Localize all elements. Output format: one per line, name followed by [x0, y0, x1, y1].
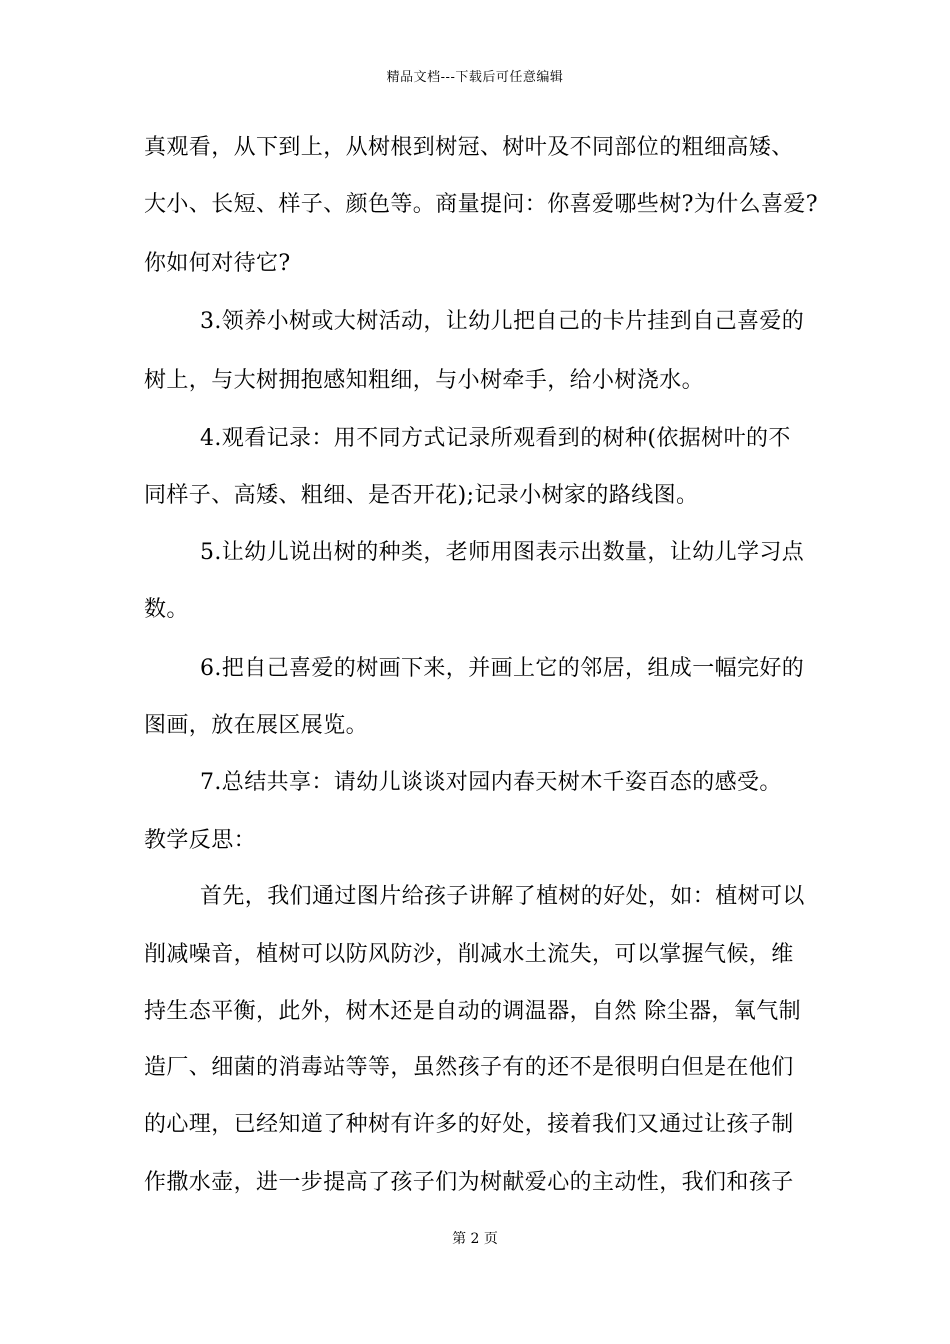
body-line: 你如何对待它? [144, 251, 291, 276]
body-line: 5.让幼儿说出树的种类，老师用图表示出数量，让幼儿学习点 [200, 540, 805, 565]
body-line: 的心理，已经知道了种树有许多的好处，接着我们又通过让孩子制 [144, 1112, 794, 1137]
body-line: 数。 [144, 597, 189, 622]
body-line: 造厂、细菌的消毒站等等，虽然孩子有的还不是很明白但是在他们 [144, 1055, 794, 1080]
body-line: 同样子、高矮、粗细、是否开花);记录小树家的路线图。 [144, 483, 699, 508]
body-line: 7.总结共享：请幼儿谈谈对园内春天树木千姿百态的感受。 [200, 770, 782, 795]
body-line: 3.领养小树或大树活动，让幼儿把自己的卡片挂到自己喜爱的 [200, 309, 805, 334]
body-line: 图画，放在展区展览。 [144, 713, 369, 738]
page-number: 第 2 页 [452, 1231, 498, 1247]
body-line: 持生态平衡，此外，树木还是自动的调温器，自然 除尘器，氧气制 [144, 999, 801, 1024]
body-line: 真观看，从下到上，从树根到树冠、树叶及不同部位的粗细高矮、 [144, 135, 794, 160]
body-line: 树上，与大树拥抱感知粗细，与小树牵手，给小树浇水。 [144, 368, 705, 393]
body-line: 大小、长短、样子、颜色等。商量提问：你喜爱哪些树?为什么喜爱? [144, 192, 818, 217]
body-line: 首先，我们通过图片给孩子讲解了植树的好处，如：植树可以 [200, 884, 805, 909]
body-line: 作撒水壶，进一步提高了孩子们为树献爱心的主动性，我们和孩子 [144, 1170, 794, 1195]
body-line: 削减噪音，植树可以防风防沙，削减水土流失，可以掌握气候，维 [144, 942, 794, 967]
page-header: 精品文档---下载后可任意编辑 [386, 70, 564, 85]
body-line: 6.把自己喜爱的树画下来，并画上它的邻居，组成一幅完好的 [200, 656, 805, 681]
body-line: 4.观看记录：用不同方式记录所观看到的树种(依据树叶的不 [200, 426, 791, 451]
section-heading: 教学反思： [144, 828, 257, 853]
